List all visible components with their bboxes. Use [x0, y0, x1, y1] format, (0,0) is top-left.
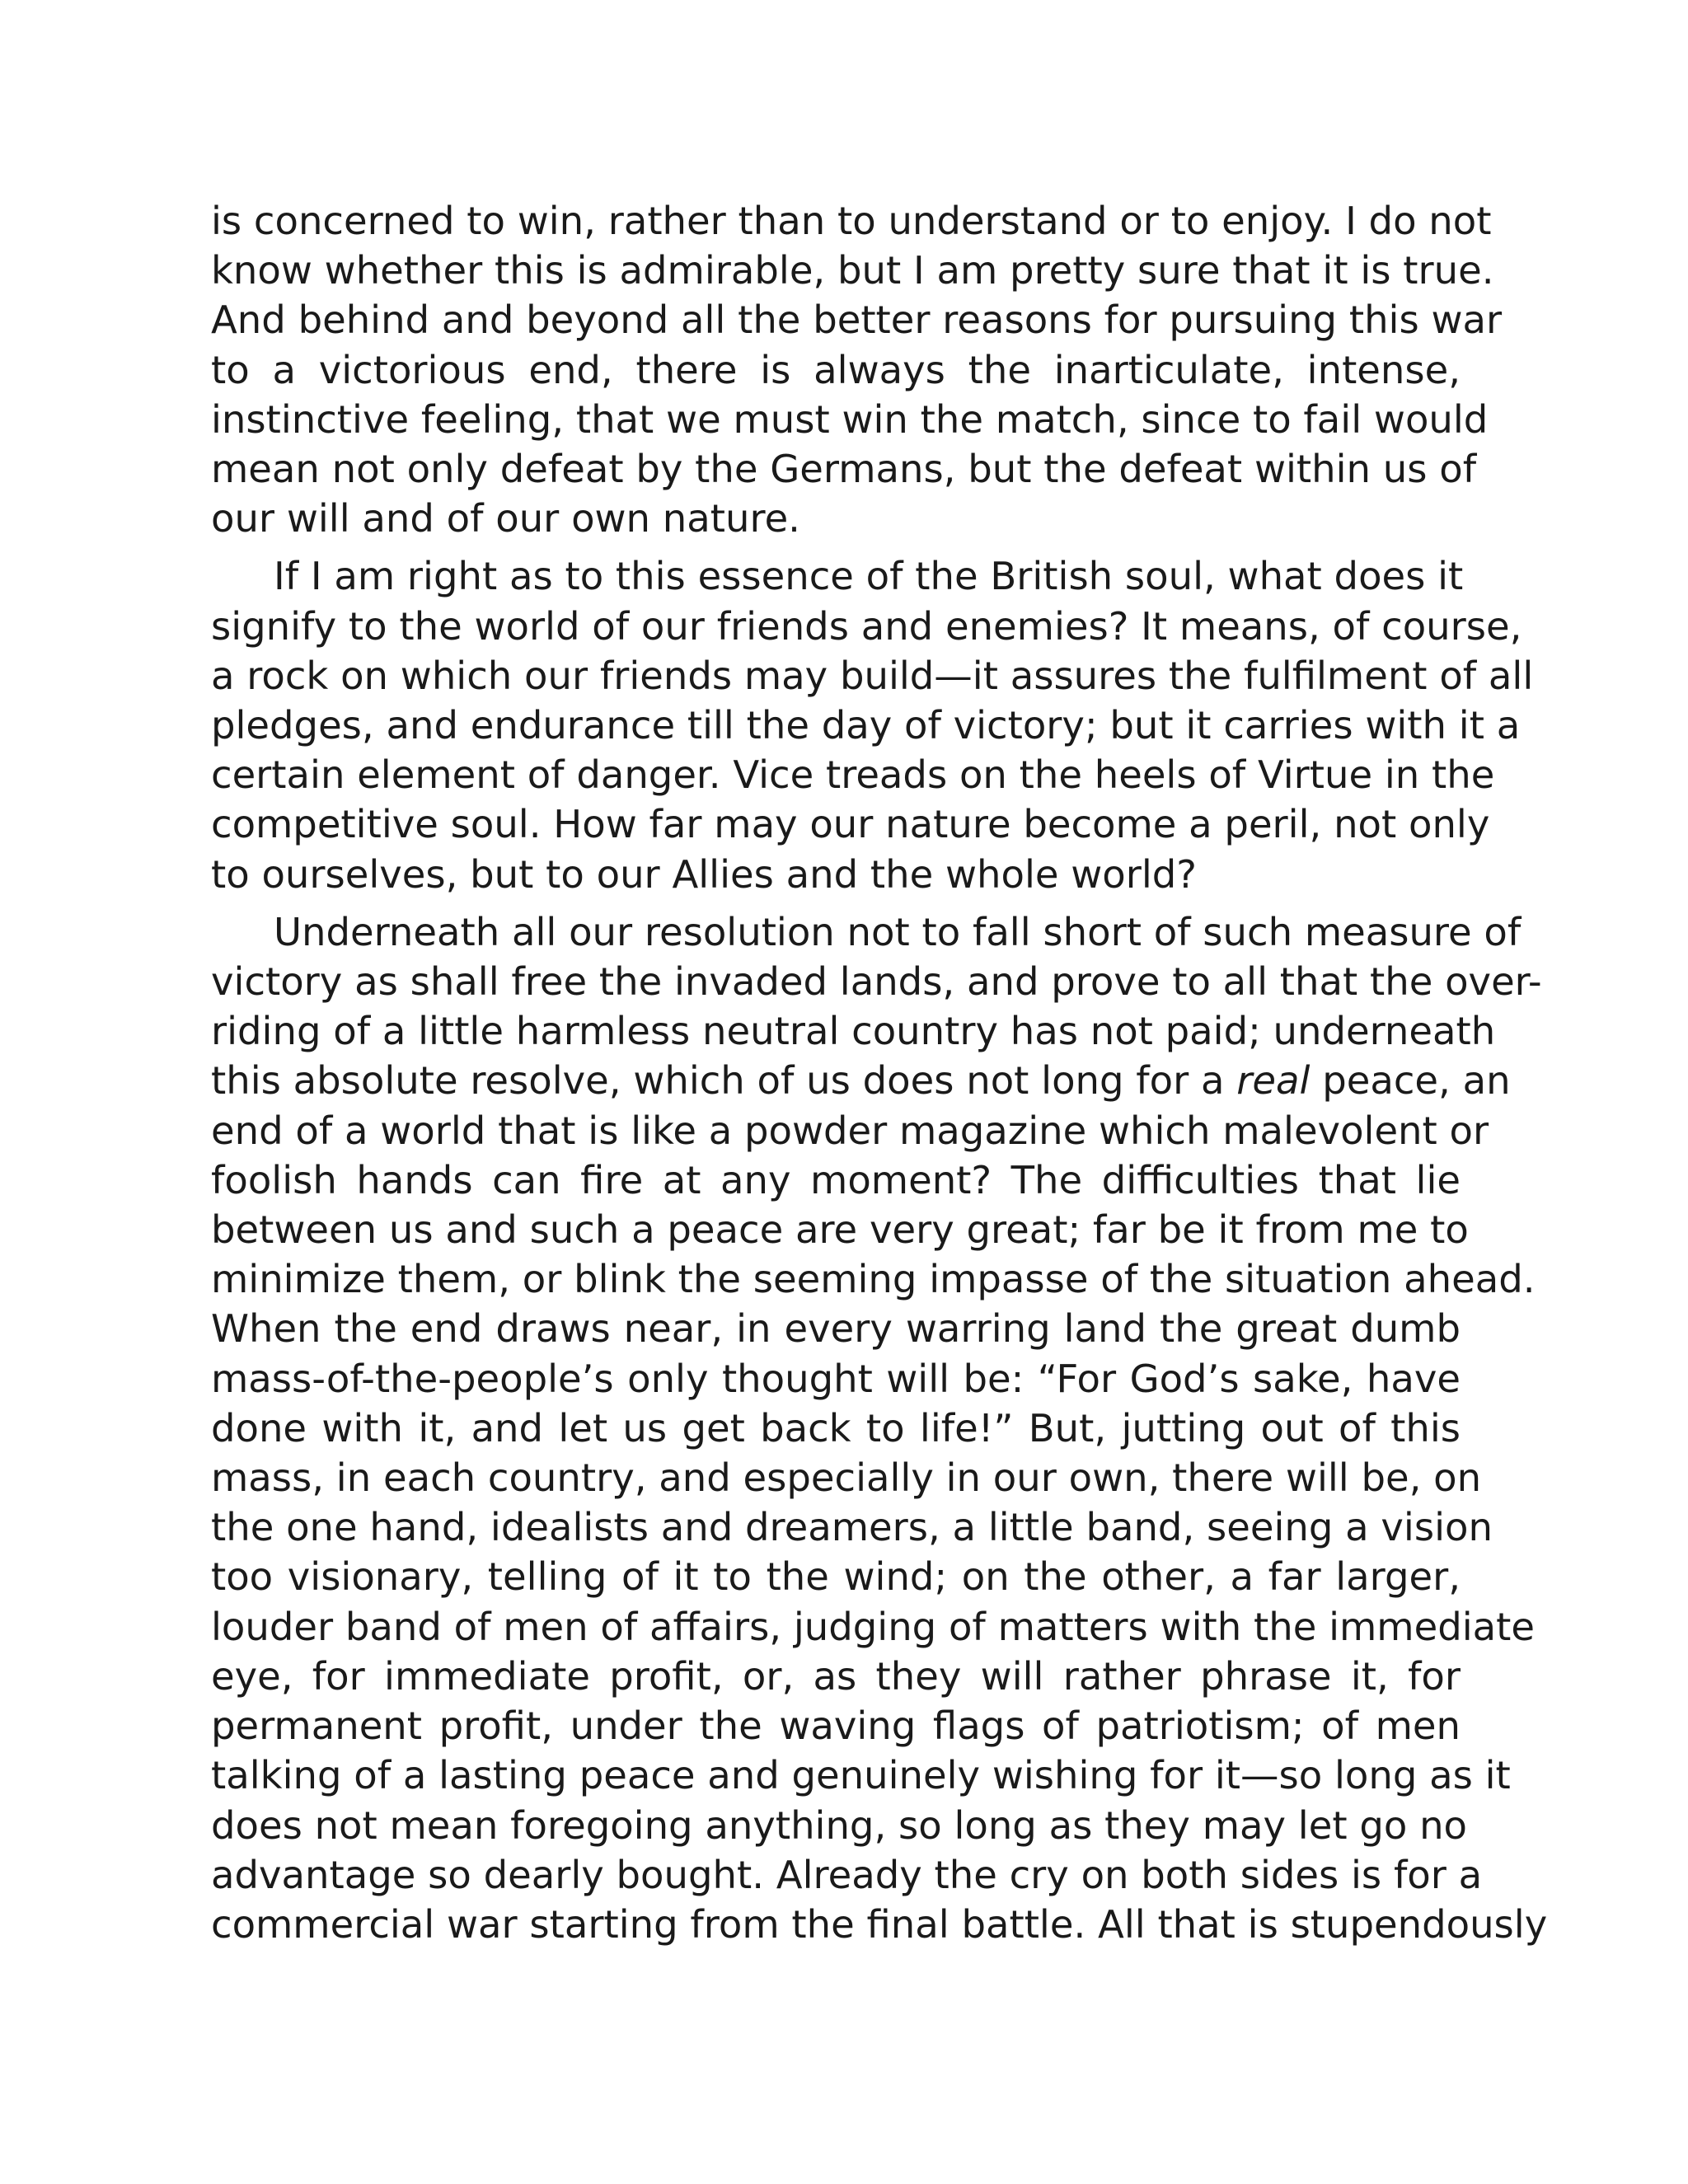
italic-word: real: [1236, 1058, 1311, 1104]
text-line: the one hand, idealists and dreamers, a little band, seeing a vision: [211, 1505, 1493, 1550]
text-line: instinctive feeling, that we must win the match, since to fail would: [211, 396, 1489, 442]
text-line: Underneath all our resolution not to fall short of such measure of: [274, 909, 1522, 954]
text-line: commercial war starting from the final battle. All that is stupendously: [211, 1901, 1548, 1947]
text-line: is concerned to win, rather than to understand or to enjoy. I do not: [211, 199, 1492, 243]
text-line: done with it, and let us get back to life!” But, jutting out of this: [211, 1405, 1461, 1451]
text-line: signify to the world of our friends and enemies? It means, of course,: [211, 603, 1522, 649]
line-text: peace, an: [1310, 1058, 1511, 1104]
text-line: know whether this is admirable, but I am pretty sure that it is true.: [211, 248, 1494, 293]
text-line: mass, in each country, and especially in our own, there will be, on: [211, 1455, 1482, 1501]
text-line: between us and such a peace are very great; far be it from me to: [211, 1207, 1469, 1253]
paragraph-2: [211, 551, 1534, 898]
text-line: permanent profit, under the waving flags of patriotism; of men: [211, 1704, 1461, 1749]
text-line: If I am right as to this essence of the British soul, what does it: [274, 554, 1464, 599]
text-line: certain element of danger. Vice treads on the heels of Virtue in the: [211, 752, 1495, 798]
text-line: to ourselves, but to our Allies and the whole world?: [211, 851, 1197, 897]
text-line: does not mean foregoing anything, so long as they may let go no: [211, 1802, 1468, 1848]
text-line: When the end draws near, in every warring land the great dumb: [211, 1306, 1461, 1352]
text-line: riding of a little harmless neutral country has not paid; underneath: [211, 1009, 1496, 1054]
text-line: minimize them, or blink the seeming impasse of the situation ahead.: [211, 1257, 1536, 1302]
line-text: this absolute resolve, which of us does not long for a: [211, 1058, 1237, 1104]
text-line: eye, for immediate profit, or, as they will rather phrase it, for: [211, 1653, 1461, 1699]
text-line: competitive soul. How far may our nature become a peril, not only: [211, 802, 1490, 847]
text-line: to a victorious end, there is always the inarticulate, intense,: [211, 347, 1461, 392]
text-line: mean not only defeat by the Germans, but the defeat within us of: [211, 447, 1477, 492]
paragraph-1: [211, 196, 1503, 543]
text-line: a rock on which our friends may build—it assures the fulfilment of all: [211, 653, 1534, 698]
text-line: And behind and beyond all the better reasons for pursuing this war: [211, 298, 1503, 343]
body-text: [211, 196, 1548, 1949]
text-line: louder band of men of affairs, judging of matters with the immediate: [211, 1604, 1535, 1649]
text-line: pledges, and endurance till the day of victory; but it carries with it a: [211, 703, 1521, 748]
text-line: mass-of-the-people’s only thought will be: “For God’s sake, have: [211, 1356, 1461, 1401]
text-line: victory as shall free the invaded lands, and prove to all that the over-: [211, 959, 1542, 1005]
text-line: our will and of our own nature.: [211, 496, 800, 541]
text-line: end of a world that is like a powder magazine which malevolent or: [211, 1108, 1489, 1153]
text-line: advantage so dearly bought. Already the cry on both sides is for a: [211, 1852, 1483, 1897]
paragraph-3: [211, 907, 1548, 1949]
text-line: too visionary, telling of it to the wind; on the other, a far larger,: [211, 1554, 1461, 1600]
text-line-with-italic: [211, 1056, 1511, 1105]
text-line: talking of a lasting peace and genuinely wishing for it—so long as it: [211, 1753, 1511, 1798]
text-line: foolish hands can fire at any moment? The difficulties that lie: [211, 1157, 1461, 1202]
